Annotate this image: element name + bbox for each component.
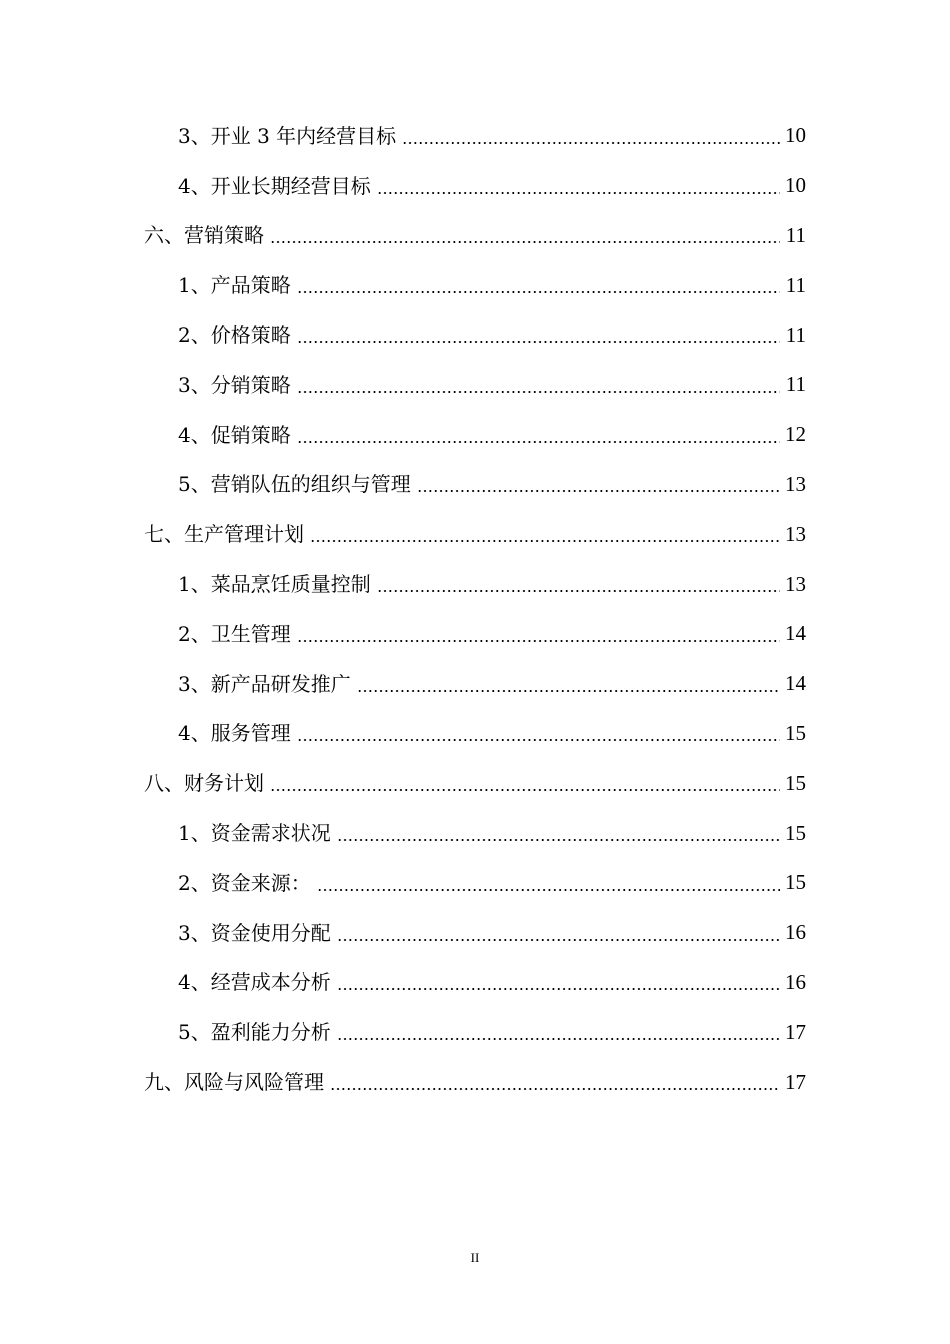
toc-section-entry[interactable] [0, 1057, 950, 1107]
toc-page-number: 13 [785, 471, 806, 496]
toc-entry-title: 八、财务计划 [144, 771, 264, 796]
toc-dot-leader [377, 574, 780, 594]
toc-entry-title: 5、盈利能力分析 [178, 1020, 331, 1045]
toc-entry-title: 2、价格策略 [178, 323, 291, 348]
toc-entry[interactable] [0, 659, 950, 709]
toc-dot-leader [377, 176, 780, 196]
toc-page-number: 17 [785, 1019, 806, 1044]
toc-entry-title: 2、卫生管理 [178, 621, 291, 646]
toc-dot-leader [417, 474, 780, 494]
toc-entry-title: 1、产品策略 [178, 273, 291, 298]
toc-entry-title: 3、开业 3 年内经营目标 [178, 123, 397, 148]
toc-section-entry[interactable] [0, 211, 950, 261]
toc-page-number: 13 [785, 571, 806, 596]
toc-page-number: 15 [785, 720, 806, 745]
toc-dot-leader [317, 873, 780, 893]
toc-entry[interactable] [0, 360, 950, 410]
toc-page-number: 11 [785, 372, 806, 397]
toc-page-number: 10 [785, 123, 806, 148]
toc-dot-leader [297, 425, 780, 445]
toc-entry-title: 4、开业长期经营目标 [178, 173, 371, 198]
toc-section-entry[interactable] [0, 509, 950, 559]
toc-entry[interactable] [0, 111, 950, 161]
toc-dot-leader [337, 1022, 780, 1042]
toc-entry[interactable] [0, 858, 950, 908]
toc-entry[interactable] [0, 1007, 950, 1057]
toc-entry[interactable] [0, 559, 950, 609]
toc-dot-leader [297, 275, 780, 295]
toc-entry-title: 七、生产管理计划 [144, 522, 304, 547]
toc-entry[interactable] [0, 260, 950, 310]
toc-entry[interactable] [0, 410, 950, 460]
toc-dot-leader [270, 773, 780, 793]
toc-entry-title: 3、资金使用分配 [178, 920, 331, 945]
toc-page-number: 16 [785, 920, 806, 945]
toc-entry[interactable] [0, 709, 950, 759]
toc-page-number: 11 [785, 322, 806, 347]
toc-page-number: 10 [785, 173, 806, 198]
toc-page-number: 14 [785, 621, 806, 646]
page-number-footer: II [470, 1250, 480, 1265]
toc-entry-title: 九、风险与风险管理 [144, 1070, 324, 1095]
toc-entry[interactable] [0, 908, 950, 958]
toc-dot-leader [337, 972, 780, 992]
toc-entry[interactable] [0, 958, 950, 1008]
toc-entry[interactable] [0, 310, 950, 360]
toc-page-number: 15 [785, 870, 806, 895]
toc-page-number: 11 [785, 222, 806, 247]
toc-dot-leader [330, 1072, 780, 1092]
toc-section-entry[interactable] [0, 758, 950, 808]
toc-page-number: 15 [785, 770, 806, 795]
toc-entry-title: 2、资金来源： [178, 870, 311, 895]
toc-dot-leader [297, 375, 780, 395]
toc-entry-title: 4、服务管理 [178, 721, 291, 746]
toc-dot-leader [297, 723, 780, 743]
toc-dot-leader [297, 624, 780, 644]
toc-entry-title: 3、分销策略 [178, 372, 291, 397]
toc-dot-leader [357, 674, 780, 694]
toc-dot-leader [337, 923, 780, 943]
toc-dot-leader [310, 524, 780, 544]
toc-entry-title: 4、经营成本分析 [178, 970, 331, 995]
toc-page-number: 17 [785, 1069, 806, 1094]
toc-dot-leader [337, 823, 780, 843]
toc-entry[interactable] [0, 460, 950, 510]
toc-entry-title: 4、促销策略 [178, 422, 291, 447]
toc-dot-leader [402, 126, 780, 146]
table-of-contents [0, 111, 950, 1107]
toc-entry-title: 3、新产品研发推广 [178, 671, 351, 696]
toc-page-number: 14 [785, 671, 806, 696]
toc-page-number: 15 [785, 820, 806, 845]
toc-entry-title: 1、资金需求状况 [178, 821, 331, 846]
toc-page-number: 11 [785, 272, 806, 297]
toc-entry[interactable] [0, 808, 950, 858]
toc-page-number: 12 [785, 422, 806, 447]
toc-page-number: 16 [785, 969, 806, 994]
toc-dot-leader [270, 225, 780, 245]
toc-page-number: 13 [785, 521, 806, 546]
toc-entry[interactable] [0, 609, 950, 659]
toc-entry-title: 5、营销队伍的组织与管理 [178, 472, 411, 497]
toc-entry-title: 六、营销策略 [144, 223, 264, 248]
toc-entry[interactable] [0, 161, 950, 211]
toc-dot-leader [297, 325, 780, 345]
toc-entry-title: 1、菜品烹饪质量控制 [178, 572, 371, 597]
